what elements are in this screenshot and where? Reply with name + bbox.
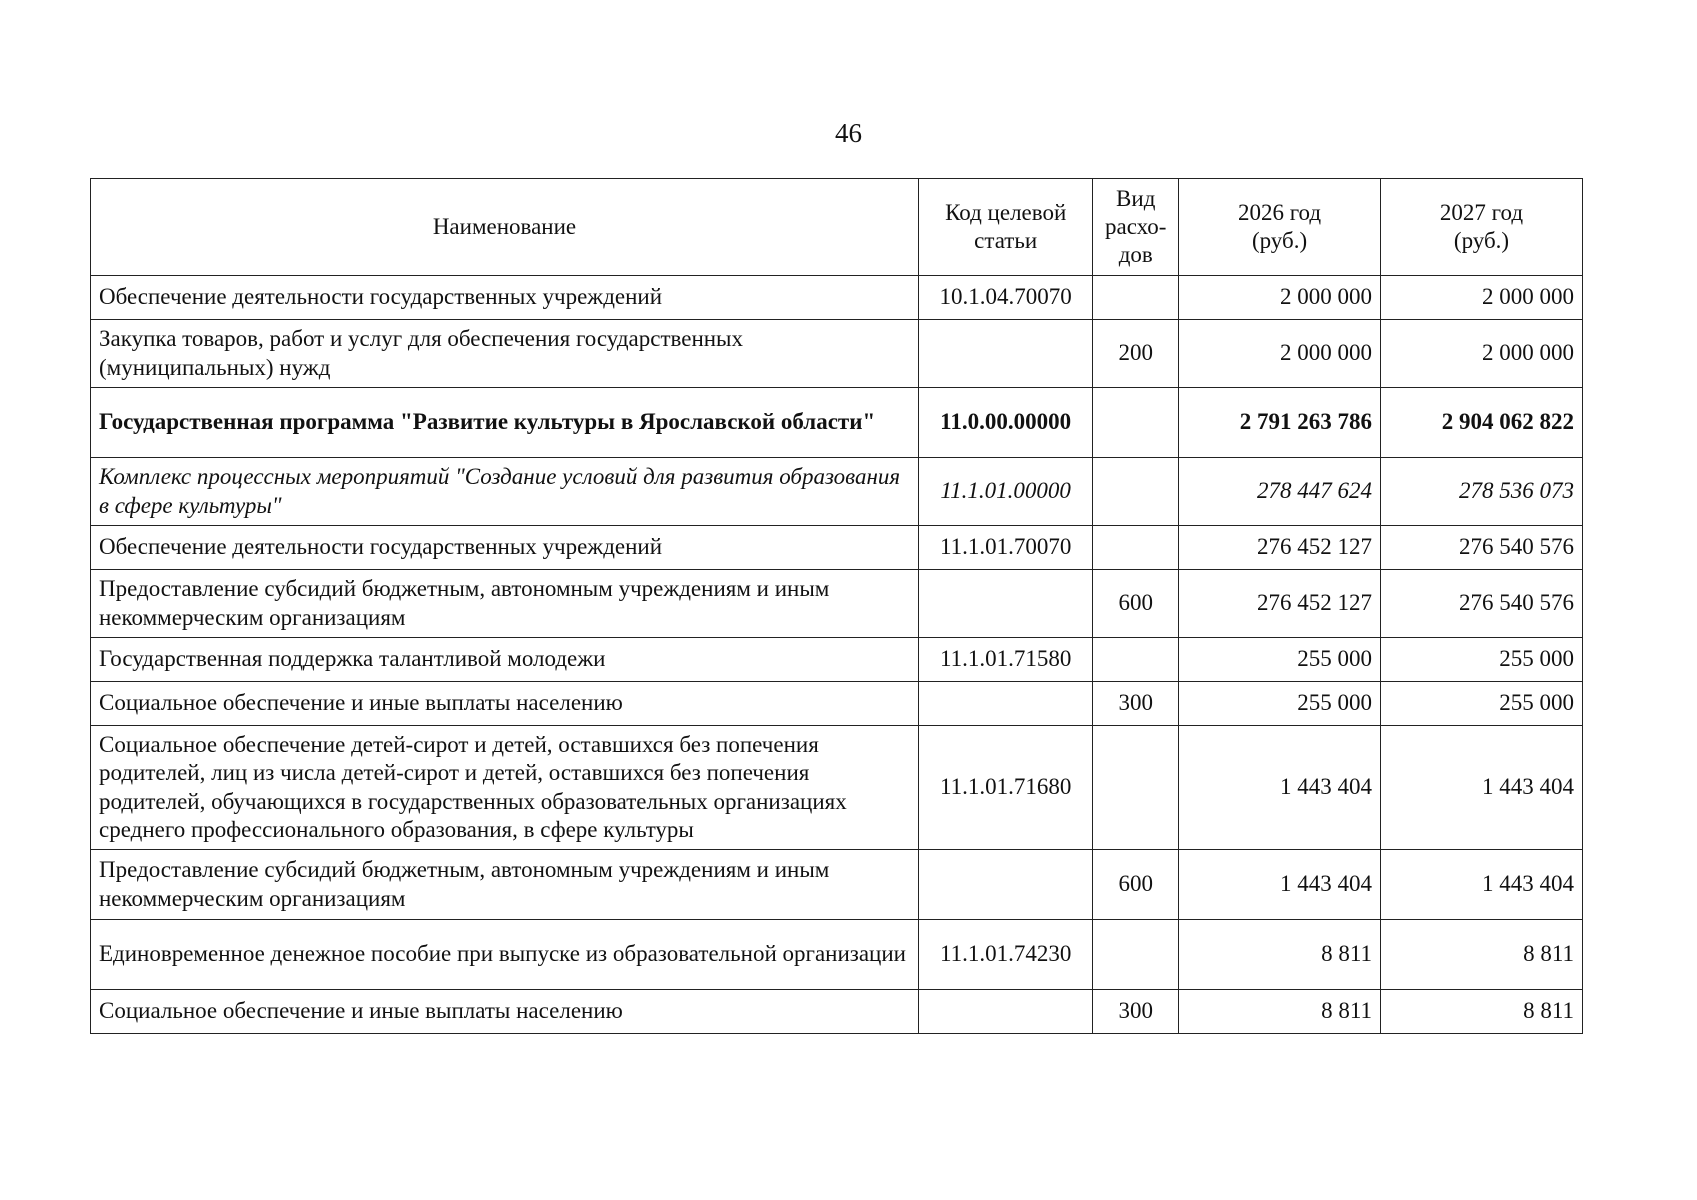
cell-name: Единовременное денежное пособие при выпуске из образовательной организации (91, 920, 919, 990)
table-row (91, 458, 1583, 526)
cell-code: 10.1.04.70070 (918, 276, 1092, 320)
cell-kind: 300 (1093, 682, 1179, 726)
cell-code: 11.1.01.74230 (918, 920, 1092, 990)
table-row (91, 920, 1583, 990)
cell-2026: 278 447 624 (1179, 458, 1381, 526)
cell-kind: 200 (1093, 320, 1179, 388)
cell-name: Комплекс процессных мероприятий "Создание условий для развития образования в сфере культуры" (91, 458, 919, 526)
header-code-line-1: Код целевой (945, 199, 1067, 225)
cell-kind (1093, 458, 1179, 526)
cell-2027: 276 540 576 (1381, 526, 1583, 570)
cell-kind (1093, 726, 1179, 850)
header-code (918, 179, 1092, 276)
cell-kind (1093, 638, 1179, 682)
cell-2026: 8 811 (1179, 990, 1381, 1034)
cell-code: 11.1.01.00000 (918, 458, 1092, 526)
cell-name: Закупка товаров, работ и услуг для обеспечения государственных (муниципальных) нужд (91, 320, 919, 388)
cell-2026: 276 452 127 (1179, 526, 1381, 570)
table-header-row (91, 179, 1583, 276)
cell-kind: 600 (1093, 570, 1179, 638)
cell-2026: 2 791 263 786 (1179, 388, 1381, 458)
cell-2027: 2 000 000 (1381, 276, 1583, 320)
cell-2027: 8 811 (1381, 990, 1583, 1034)
cell-name: Государственная поддержка талантливой молодежи (91, 638, 919, 682)
header-kind-line-3: дов (1118, 242, 1153, 268)
header-2026-line-1: 2026 год (1237, 199, 1322, 225)
table-body (91, 276, 1583, 1034)
table-row (91, 276, 1583, 320)
table-row (91, 570, 1583, 638)
cell-2026: 276 452 127 (1179, 570, 1381, 638)
header-kind-line-1: Вид (1116, 185, 1156, 211)
cell-code (918, 320, 1092, 388)
cell-code (918, 850, 1092, 920)
cell-2027: 2 904 062 822 (1381, 388, 1583, 458)
cell-code: 11.1.01.70070 (918, 526, 1092, 570)
cell-kind (1093, 388, 1179, 458)
header-2027 (1381, 179, 1583, 276)
cell-2027: 2 000 000 (1381, 320, 1583, 388)
header-2027-line-1: 2027 год (1439, 199, 1524, 225)
cell-2026: 255 000 (1179, 638, 1381, 682)
cell-2026: 8 811 (1179, 920, 1381, 990)
table-row (91, 990, 1583, 1034)
cell-kind: 600 (1093, 850, 1179, 920)
cell-2027: 1 443 404 (1381, 726, 1583, 850)
cell-name: Предоставление субсидий бюджетным, автономным учреждениям и иным некоммерческим организациям (91, 570, 919, 638)
cell-kind (1093, 920, 1179, 990)
cell-2026: 2 000 000 (1179, 276, 1381, 320)
table-row (91, 850, 1583, 920)
budget-table (90, 178, 1583, 1034)
cell-2027: 276 540 576 (1381, 570, 1583, 638)
cell-2026: 2 000 000 (1179, 320, 1381, 388)
cell-2026: 1 443 404 (1179, 726, 1381, 850)
cell-kind (1093, 276, 1179, 320)
cell-name: Обеспечение деятельности государственных учреждений (91, 276, 919, 320)
table-row (91, 320, 1583, 388)
cell-code: 11.1.01.71680 (918, 726, 1092, 850)
cell-name: Обеспечение деятельности государственных учреждений (91, 526, 919, 570)
cell-2026: 255 000 (1179, 682, 1381, 726)
cell-name: Предоставление субсидий бюджетным, автономным учреждениям и иным некоммерческим организациям (91, 850, 919, 920)
page-number: 46 (835, 118, 862, 148)
cell-kind (1093, 526, 1179, 570)
cell-2027: 255 000 (1381, 682, 1583, 726)
cell-kind: 300 (1093, 990, 1179, 1034)
cell-name: Социальное обеспечение и иные выплаты населению (91, 682, 919, 726)
cell-name: Социальное обеспечение детей-сирот и детей, оставшихся без попечения родителей, лиц из числа детей-сирот и детей, оставшихся без попечения родителей, обучающихся в государственных образовательных организациях среднего профессионального образования, в сфере культуры (91, 726, 919, 850)
header-kind (1093, 179, 1179, 276)
header-2026 (1179, 179, 1381, 276)
cell-code (918, 682, 1092, 726)
cell-2026: 1 443 404 (1179, 850, 1381, 920)
cell-2027: 278 536 073 (1381, 458, 1583, 526)
table-row (91, 682, 1583, 726)
header-kind-line-2: расхо- (1105, 213, 1167, 239)
cell-name: Социальное обеспечение и иные выплаты населению (91, 990, 919, 1034)
cell-code (918, 990, 1092, 1034)
cell-name: Государственная программа "Развитие культуры в Ярославской области" (91, 388, 919, 458)
header-code-line-2: статьи (974, 228, 1038, 253)
table-row (91, 526, 1583, 570)
header-name: Наименование (91, 179, 919, 276)
cell-code (918, 570, 1092, 638)
cell-2027: 255 000 (1381, 638, 1583, 682)
table-row (91, 638, 1583, 682)
table-row (91, 726, 1583, 850)
table-row (91, 388, 1583, 458)
cell-code: 11.1.01.71580 (918, 638, 1092, 682)
cell-2027: 8 811 (1381, 920, 1583, 990)
cell-code: 11.0.00.00000 (918, 388, 1092, 458)
header-2027-line-2: (руб.) (1453, 228, 1510, 253)
header-2026-line-2: (руб.) (1251, 228, 1308, 253)
cell-2027: 1 443 404 (1381, 850, 1583, 920)
